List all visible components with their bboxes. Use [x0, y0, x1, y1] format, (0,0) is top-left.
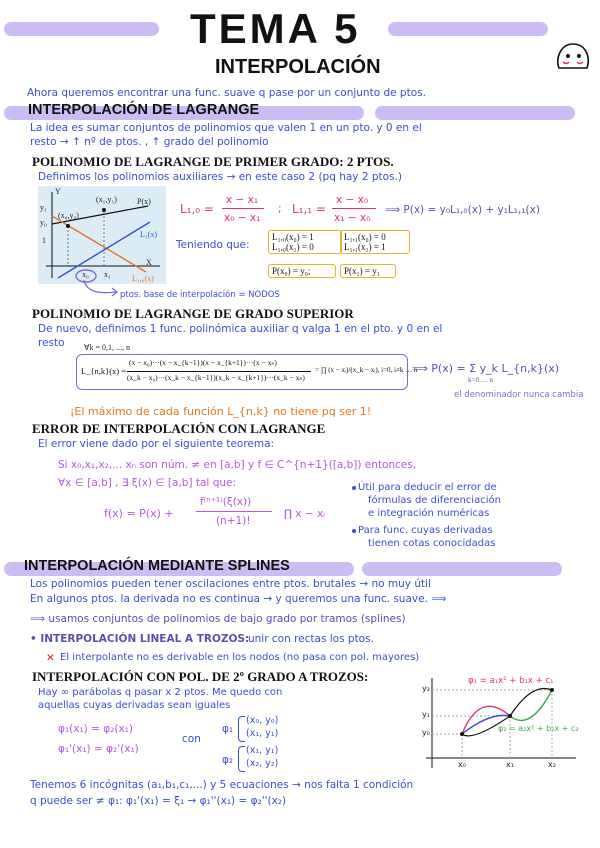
quadratic-eq2: φ₁'(x₁) = φ₂'(x₁)	[58, 743, 139, 755]
bullet-dot-1	[352, 486, 356, 490]
condition-1a: L₁,₀(x₀) = 1	[272, 232, 314, 242]
denominator-note: el denominador nunca cambia	[454, 390, 584, 400]
higher-line2: resto	[38, 337, 65, 349]
graph1-p0: (x₀,y₀)	[58, 211, 79, 220]
quadratic-con: con	[182, 733, 201, 745]
bullet-dot-2	[352, 529, 356, 533]
lagrange-line1: La idea es sumar conjuntos de polinomios que valen 1 en un pto. y 0 en el	[30, 122, 422, 134]
phi2-label: φ₂	[222, 754, 234, 766]
graph1-l1: L₁(x)	[140, 230, 158, 239]
L10-den: x₀ − x₁	[224, 212, 261, 224]
linear-rest: unir con rectas los ptos.	[248, 633, 374, 645]
spline-y1: y₁	[422, 710, 430, 719]
L11-bar	[332, 208, 376, 209]
higher-degree-title: POLINOMIO DE LAGRANGE DE GRADO SUPERIOR	[32, 306, 354, 321]
general-formula-prod: = ∏ (x − xᵢ)/(x_k − xᵢ), i=0, i≠k … n	[315, 366, 418, 374]
cross-icon: ✕	[46, 652, 55, 664]
phi2-b: (x₂, y₂)	[246, 758, 279, 769]
error-formula-bar	[196, 511, 272, 512]
error-bullet2b: tienen cotas conocidadas	[368, 538, 496, 549]
first-degree-title: POLINOMIO DE LAGRANGE DE PRIMER GRADO: 2 PTOS.	[32, 154, 394, 169]
general-formula-num: (x − x₀)···(x − x_{k−1})(x − x_{k+1})···(x − xₙ)	[129, 358, 277, 367]
graph1-l0: L₁,₀(x)	[132, 274, 154, 283]
teniendo-que: Teniendo que:	[176, 239, 250, 251]
quadratic-line3: Tenemos 6 incógnitas (a₁,b₁,c₁,...) y 5 ecuaciones → nos falta 1 condición	[30, 779, 414, 791]
L-separator: ;	[278, 203, 282, 215]
condition-box-3: P(x₀) = y₀;	[268, 264, 336, 278]
spline-phi2: φ₂ = a₂x² + b₂x + c₂	[498, 724, 579, 733]
graph1-x1: x₁	[104, 270, 111, 279]
quadratic-title: INTERPOLACIÓN CON POL. DE 2º GRADO A TROZOS:	[32, 669, 369, 684]
higher-line1: De nuevo, definimos 1 func. polinómica auxiliar q valga 1 en el pto. y 0 en el	[38, 323, 443, 335]
error-bullet1c: e integración numéricas	[368, 508, 490, 519]
graph1-y0: y₀	[40, 218, 47, 227]
condition-box-4: P(x₁) = y₁	[340, 264, 396, 278]
lagrange-general-formula	[76, 354, 418, 390]
graph1-xlabel: X	[146, 258, 152, 267]
error-formula-left: f(x) = P(x) +	[104, 507, 174, 520]
lagrange-line2: resto → ↑ nº de ptos. , ↑ grado del polinomio	[30, 136, 269, 148]
phi1-label: φ₁	[222, 723, 234, 735]
L11-den: x₁ − x₀	[334, 212, 371, 224]
graph1-p1: (x₁,y₁)	[96, 195, 117, 204]
higher-result: ⟹ P(x) = Σ y_k L_{n,k}(x)	[412, 362, 560, 375]
graph1-px: P(x)	[137, 197, 151, 206]
error-formula-num: f⁽ⁿ⁺¹⁾(ξ(x))	[200, 496, 252, 508]
condition-2b: L₁,₁(x₁) = 1	[344, 242, 386, 252]
max-note: ¡El máximo de cada función L_{n,k} no tiene pq ser 1!	[70, 405, 372, 418]
quadratic-line4: q puede ser ≠ φ₁: φ₁'(x₁) = ξ₁ → φ₁''(x₁) = φ₂''(x₂)	[30, 795, 287, 807]
L10-bar	[222, 208, 264, 209]
lagrange-band-right	[375, 106, 575, 120]
linear-note: El interpolante no es derivable en los nodos (no pasa con pol. mayores)	[60, 652, 420, 663]
error-line1: El error viene dado por el siguiente teorema:	[38, 438, 275, 450]
spline-phi1: φ₁ = a₁x² + b₁x + c₁	[468, 676, 554, 686]
error-formula-prod: ∏ x − xᵢ	[284, 508, 326, 520]
title-highlight-left	[4, 22, 159, 36]
splines-line3: ⟹ usamos conjuntos de polinomios de bajo grado por tramos (splines)	[30, 613, 406, 625]
error-line3: ∀x ∈ [a,b] , ∃ ξ(x) ∈ [a,b] tal que:	[58, 477, 237, 489]
error-bullet2a: Para func. cuyas derivadas	[358, 525, 493, 536]
graph1-y1: y₁	[40, 203, 47, 212]
error-line2: Si x₀,x₁,x₂,... xₙ son núm. ≠ en [a,b] y f ∈ C^{n+1}([a,b]) entonces,	[58, 459, 417, 471]
nodos-arrow	[80, 278, 120, 298]
L10-label: L₁,₀ =	[180, 202, 214, 216]
quadratic-line1: Hay ∞ parábolas q pasar x 2 ptos. Me quedo con	[38, 687, 283, 698]
k-range: ∀k = 0,1, ..., n	[84, 343, 130, 352]
spline-y2: y₂	[422, 684, 430, 693]
doodle-icon	[553, 38, 593, 78]
spline-x0: x₀	[458, 760, 466, 769]
splines-title: INTERPOLACIÓN MEDIANTE SPLINES	[24, 558, 290, 574]
title-highlight-right	[388, 22, 548, 36]
L11-num: x − x₀	[336, 194, 369, 206]
error-bullet1b: fórmulas de diferenciación	[368, 495, 501, 506]
splines-band-right	[362, 562, 562, 576]
condition-box-1	[268, 230, 342, 254]
graph1-x0: x₀	[82, 270, 89, 279]
L10-num: x − x₁	[226, 194, 259, 206]
general-formula-den: (x_k − x₀)···(x_k − x_{k−1})(x_k − x_{k+1})···(x_k − xₙ)	[127, 373, 305, 382]
phi1-b: (x₁, y₁)	[246, 728, 279, 739]
quadratic-line2: aquellas cuyas derivadas sean iguales	[38, 700, 231, 711]
spline-y0: y₀	[422, 728, 430, 737]
first-degree-def: Definimos los polinomios auxiliares → en este caso 2 (pq hay 2 ptos.)	[38, 171, 402, 183]
condition-box-2	[340, 230, 410, 254]
quadratic-eq1: φ₁(x₁) = φ₂(x₁)	[58, 723, 133, 735]
phi1-brace	[238, 716, 245, 742]
phi2-brace	[238, 746, 245, 772]
sum-note: k=0 … n	[468, 376, 493, 384]
page-subtitle: INTERPOLACIÓN	[215, 56, 381, 78]
general-formula-bar	[127, 371, 311, 372]
lagrange-title: INTERPOLACIÓN DE LAGRANGE	[28, 102, 260, 118]
condition-1b: L₁,₀(x₁) = 0	[272, 242, 314, 252]
graph1-ylabel: Y	[55, 187, 61, 196]
error-title: ERROR DE INTERPOLACIÓN CON LAGRANGE	[32, 421, 326, 436]
intro-text: Ahora queremos encontrar una func. suave q pase por un conjunto de ptos.	[27, 87, 426, 99]
nodos-note: ptos. base de interpolación = NODOS	[120, 290, 280, 300]
page-title: TEMA 5	[190, 5, 361, 52]
error-bullet1a: Útil para deducir el error de	[358, 482, 497, 493]
linear-result: ⟹ P(x) = y₀L₁,₀(x) + y₁L₁,₁(x)	[385, 204, 540, 216]
general-formula-left: L_{n,k}(x) =	[81, 366, 127, 376]
phi1-a: (x₀, y₀)	[246, 715, 279, 726]
error-formula-den: (n+1)!	[216, 515, 251, 527]
graph1-one: 1	[42, 236, 46, 245]
splines-line1: Los polinomios pueden tener oscilaciones entre ptos. brutales → no muy útil	[30, 578, 431, 590]
splines-line2: En algunos ptos. la derivada no es continua → y queremos una func. suave. ⟹	[30, 593, 447, 605]
spline-x1: x₁	[506, 760, 514, 769]
condition-2a: L₁,₁(x₀) = 0	[344, 232, 386, 242]
spline-x2: x₂	[548, 760, 556, 769]
phi2-a: (x₁, y₁)	[246, 745, 279, 756]
linear-label: • INTERPOLACIÓN LINEAL A TROZOS:	[30, 633, 250, 645]
L11-label: L₁,₁ =	[292, 202, 326, 216]
